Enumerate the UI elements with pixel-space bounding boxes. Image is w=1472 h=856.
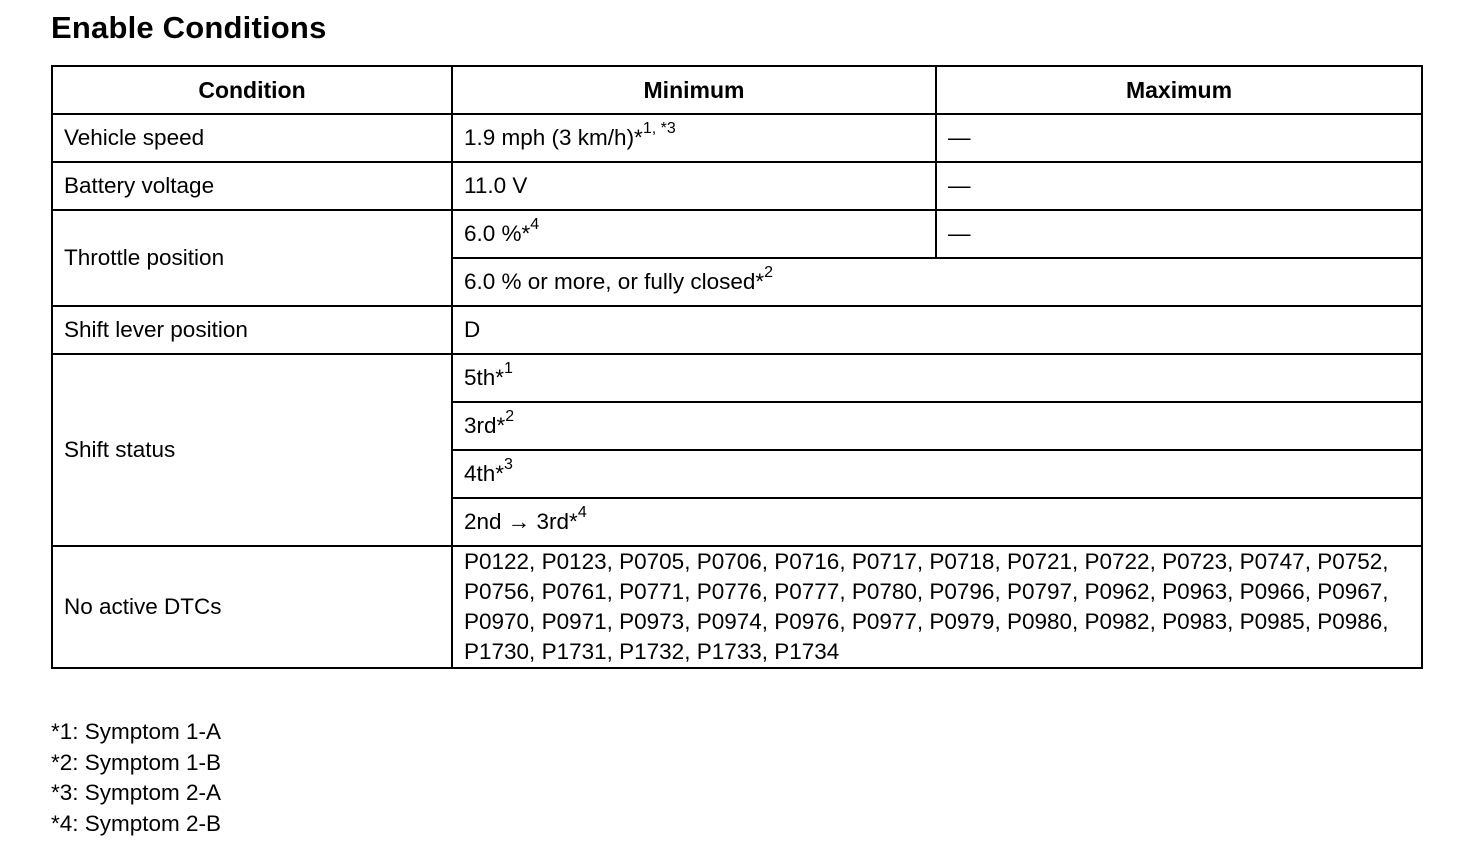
table-row-throttle-position — [52, 210, 1422, 258]
footnote-ref: 4 — [530, 215, 540, 233]
footnote-ref: 1, *3 — [642, 119, 676, 137]
table-row-shift-lever-position — [52, 306, 1422, 354]
condition-label: Shift status — [52, 354, 452, 546]
maximum-value: — — [936, 162, 1422, 210]
footnote-item: *3: Symptom 2-A — [51, 780, 222, 806]
page-title: Enable Conditions — [51, 10, 327, 45]
range-text: 4th* — [464, 461, 505, 486]
table-row-vehicle-speed — [52, 114, 1422, 162]
maximum-value: — — [936, 114, 1422, 162]
table-row-no-active-dtcs — [52, 546, 1422, 668]
header-maximum: Maximum — [936, 66, 1422, 114]
range-text: 3rd* — [464, 413, 506, 438]
condition-label: Battery voltage — [52, 162, 452, 210]
header-condition: Condition — [52, 66, 452, 114]
range-value — [452, 450, 1422, 498]
minimum-value — [452, 210, 936, 258]
header-minimum: Minimum — [452, 66, 936, 114]
table-header-row — [52, 66, 1422, 114]
condition-label: Shift lever position — [52, 306, 452, 354]
minimum-text: 6.0 %* — [464, 221, 531, 246]
footnote-ref: 4 — [577, 503, 587, 521]
dtc-code-list: P0122, P0123, P0705, P0706, P0716, P0717, P0718, P0721, P0722, P0723, P0747, P0752, P0756, P0761, P0771, P0776, P0777, P0780, P0796, P0797, P0962, P0963, P0966, P0967, P0970, P0971, P0973, P0974, P0976, P0977, P0979, P0980, P0982, P0983, P0985, P0986, P1730, P1731, P1732, P1733, P1734 — [452, 546, 1422, 668]
footnote-ref: 1 — [504, 359, 513, 377]
maximum-value: — — [936, 210, 1422, 258]
range-text: 2nd → 3rd* — [464, 509, 578, 534]
range-text: 5th* — [464, 365, 505, 390]
condition-label: No active DTCs — [52, 546, 452, 668]
condition-label: Vehicle speed — [52, 114, 452, 162]
condition-label: Throttle position — [52, 210, 452, 306]
range-value — [452, 402, 1422, 450]
minimum-value: 11.0 V — [452, 162, 936, 210]
range-value — [452, 354, 1422, 402]
footnote-item: *1: Symptom 1-A — [51, 719, 222, 744]
minimum-value — [452, 114, 936, 162]
footnote-ref: 2 — [764, 263, 774, 281]
footnote-list — [51, 717, 221, 840]
range-value — [452, 258, 1422, 306]
footnote-ref: 2 — [505, 407, 515, 425]
footnote-item: *2: Symptom 1-B — [51, 749, 222, 775]
range-value — [452, 498, 1422, 546]
footnote-ref: 3 — [504, 455, 513, 473]
footnote-item: *4: Symptom 2-B — [51, 811, 222, 837]
table-row-shift-status — [52, 354, 1422, 402]
table-row-battery-voltage — [52, 162, 1422, 210]
range-text: 6.0 % or more, or fully closed* — [464, 269, 765, 294]
enable-conditions-table — [51, 65, 1423, 669]
minimum-text: 1.9 mph (3 km/h)* — [464, 125, 643, 150]
range-value: D — [452, 306, 1422, 354]
